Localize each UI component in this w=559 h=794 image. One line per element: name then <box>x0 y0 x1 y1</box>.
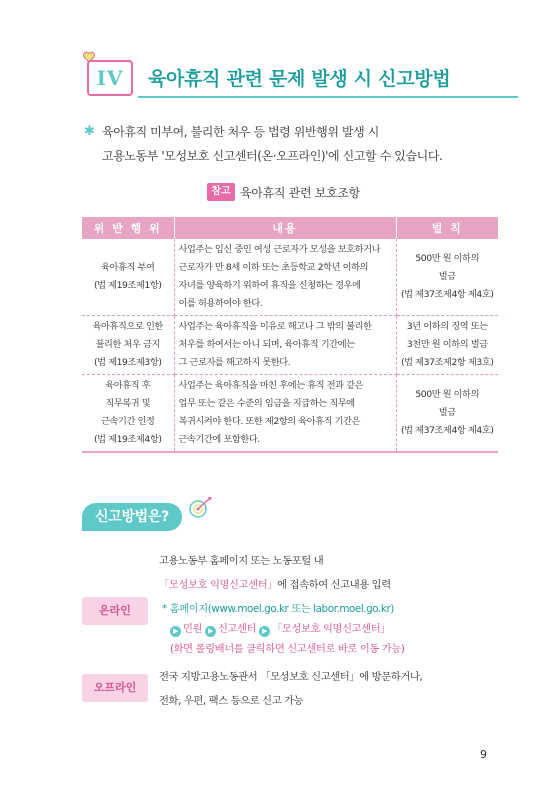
violation-cell <box>82 375 174 453</box>
online-path <box>170 620 390 637</box>
content-cell <box>174 316 396 375</box>
online-line-2 <box>159 576 391 591</box>
offline-label: 오프라인 <box>82 674 148 702</box>
violation-line: 근속기간 인정 <box>101 416 155 427</box>
content-line: 업무 또는 같은 수준의 임금을 지급하는 직무에 <box>178 398 355 409</box>
violation-line: 직무복귀 및 <box>105 398 151 409</box>
header-penalty: 벌 칙 <box>396 217 498 239</box>
chapter-title: 육아휴직 관련 문제 발생 시 신고방법 <box>148 68 451 90</box>
penalty-line: (법 제37조제2항 제3호) <box>400 357 494 368</box>
arrow-right-icon: ▶ <box>170 626 181 637</box>
penalty-cell <box>396 375 498 453</box>
penalty-line: 3천만 원 이하의 벌금 <box>406 339 488 350</box>
path-step: 민원 <box>183 623 203 635</box>
violation-line: (법 제19조제3항) <box>93 357 162 368</box>
offline-line-1: 전국 지방고용노동관서 「모성보호 신고센터」에 방문하거나, <box>159 671 423 683</box>
path-step: 신고센터 <box>217 623 257 635</box>
howto-section-header <box>82 495 222 535</box>
content-line: 근속기간에 포함한다. <box>178 434 260 445</box>
offline-line-2: 전화, 우편, 팩스 등으로 신고 가능 <box>159 695 304 707</box>
intro-line-1: 육아휴직 미부여, 불리한 처우 등 법령 위반행위 발생 시 <box>102 125 379 139</box>
asterisk-icon: ✱ <box>84 124 95 139</box>
violation-line: 육아휴직 부여 <box>101 262 155 273</box>
table-header-row <box>82 217 498 239</box>
content-cell <box>174 375 396 453</box>
content-line: 사업주는 육아휴직을 이유로 해고나 그 밖의 불리한 <box>178 321 372 332</box>
violation-line: 육아휴직으로 인한 <box>92 321 163 332</box>
penalty-line: 벌금 <box>438 271 456 282</box>
violation-cell <box>82 316 174 375</box>
online-line-1: 고용노동부 홈페이지 또는 노동포털 내 <box>159 555 324 567</box>
content-line: 복귀시켜야 한다. 또한 제2항의 육아휴직 기간은 <box>178 416 361 427</box>
content-line: 사업주는 육아휴직을 마친 후에는 휴직 전과 같은 <box>178 380 364 391</box>
howto-title: 신고방법은? <box>82 503 182 531</box>
violation-line: 불리한 처우 금지 <box>95 339 160 350</box>
chapter-number: IV <box>87 60 133 96</box>
reference-title: 육아휴직 관련 보호조항 <box>240 186 360 200</box>
header-violation: 위 반 행 위 <box>82 217 174 239</box>
violation-cell <box>82 239 174 316</box>
path-step: 「모성보호 익명신고센터」 <box>272 623 391 635</box>
header-content: 내용 <box>174 217 396 239</box>
online-note: (화면 롤링배너를 클릭하면 신고센터로 바로 이동 가능) <box>170 643 405 655</box>
table-row <box>82 239 498 316</box>
content-line: 처우를 하여서는 아니 되며, 육아휴직 기간에는 <box>178 339 355 350</box>
penalty-line: 3년 이하의 징역 또는 <box>406 321 488 332</box>
intro-line-2: 고용노동부 '모성보호 신고센터(온·오프라인)'에 신고할 수 있습니다. <box>102 149 443 163</box>
content-line: 자녀를 양육하기 위하여 휴직을 신청하는 경우에 <box>178 280 361 291</box>
target-icon <box>186 495 214 519</box>
content-cell <box>174 239 396 316</box>
content-line: 근로자가 만 8세 이하 또는 초등학교 2학년 이하의 <box>178 262 369 273</box>
penalty-line: (법 제37조제4항 제4호) <box>400 289 494 300</box>
chapter-heading <box>82 48 522 102</box>
table-row <box>82 375 498 453</box>
online-homepage: * 홈페이지(www.moel.go.kr 또는 labor.moel.go.kr) <box>162 603 394 615</box>
online-label: 온라인 <box>82 597 148 625</box>
content-line: 사업주는 임신 중인 여성 근로자가 모성을 보호하거나 <box>178 244 381 255</box>
penalty-line: (법 제37조제4항 제4호) <box>400 425 494 436</box>
content-line: 그 근로자를 해고하지 못한다. <box>178 357 291 368</box>
penalty-cell <box>396 239 498 316</box>
arrow-right-icon: ▶ <box>205 626 216 637</box>
penalty-cell <box>396 316 498 375</box>
penalty-line: 500만 원 이하의 <box>415 253 480 264</box>
content-line: 이를 허용하여야 한다. <box>178 298 263 309</box>
violation-line: (법 제19조제4항) <box>93 434 162 445</box>
violation-line: (법 제19조제1항) <box>93 280 162 291</box>
table-row <box>82 316 498 375</box>
page-number: 9 <box>480 748 487 761</box>
online-line-2-rest: 에 접속하여 신고내용 입력 <box>277 579 391 591</box>
online-center-name: 「모성보호 익명신고센터」 <box>159 579 278 591</box>
protection-table <box>82 217 498 453</box>
chapter-underline <box>138 96 518 98</box>
violation-line: 육아휴직 후 <box>105 380 151 391</box>
arrow-right-icon: ▶ <box>259 626 270 637</box>
penalty-line: 벌금 <box>438 407 456 418</box>
reference-tag: 참고 <box>207 183 235 201</box>
penalty-line: 500만 원 이하의 <box>415 389 480 400</box>
